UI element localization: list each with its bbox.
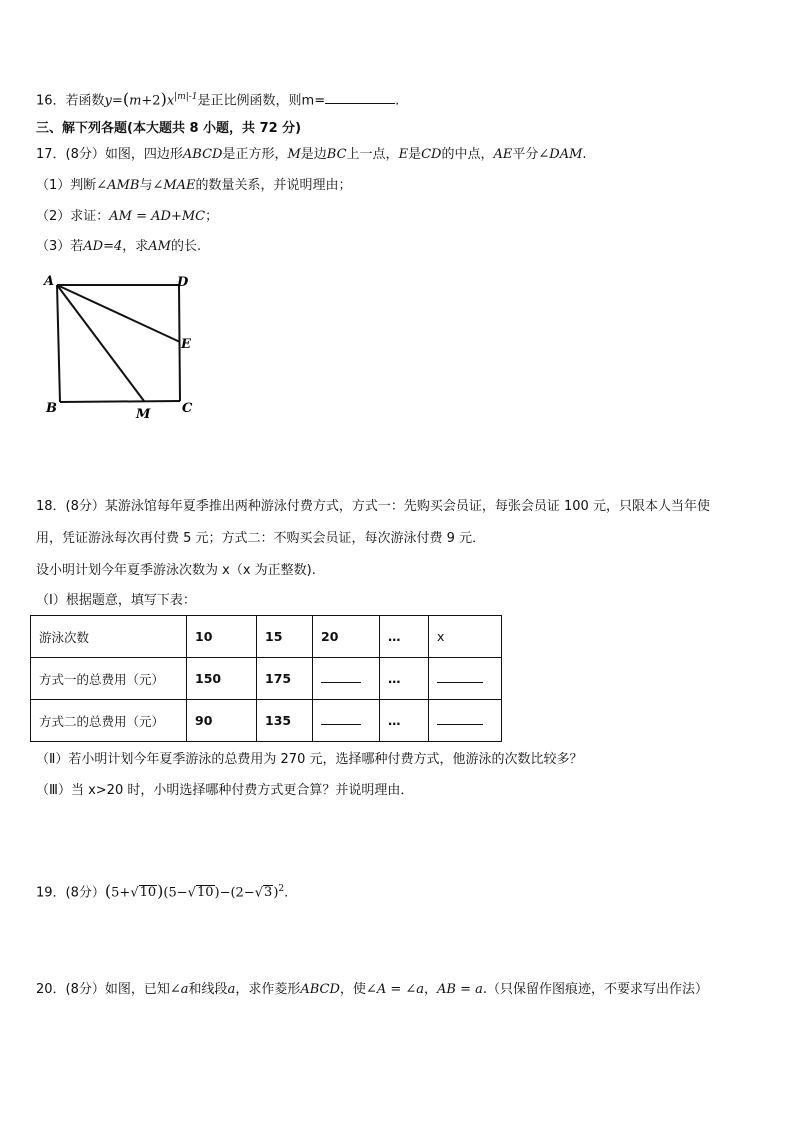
q16-end: . bbox=[395, 93, 400, 109]
q20-cond2: AB = a bbox=[437, 982, 483, 997]
q17-p3-cond: AD=4 bbox=[83, 239, 123, 254]
table-cell: 方式二的总费用（元） bbox=[31, 700, 187, 742]
q16-lparen: ( bbox=[122, 89, 130, 109]
q20-angle-a: ∠a bbox=[169, 982, 189, 997]
q17-m: M bbox=[287, 147, 301, 162]
sqrt-icon: √ bbox=[254, 885, 264, 901]
figure-lines bbox=[57, 285, 180, 402]
q20-mid4: ， bbox=[424, 982, 438, 997]
question-18-part-2: （Ⅱ）若小明计划今年夏季游泳的总费用为 270 元，选择哪种付费方式，他游泳的次数比较多？ bbox=[36, 752, 583, 767]
answer-cell[interactable] bbox=[429, 700, 502, 742]
q19-radicand-2: 10 bbox=[196, 885, 214, 901]
question-17-intro bbox=[36, 146, 587, 164]
q20-mid2: ，求作菱形 bbox=[235, 982, 301, 997]
q17-cd: CD bbox=[421, 147, 442, 162]
question-18-line-1: 18．(8分）某游泳馆每年夏季推出两种游泳付费方式，方式一：先购买会员证，每张会员证 100 元，只限本人当年使 bbox=[36, 499, 710, 514]
fee-table bbox=[30, 615, 502, 742]
q17-p3-am: AM bbox=[148, 239, 171, 254]
table-cell: 15 bbox=[257, 616, 313, 658]
q17-intro-end: . bbox=[582, 147, 587, 162]
question-17-part-1 bbox=[36, 177, 352, 195]
answer-cell[interactable] bbox=[313, 700, 380, 742]
q20-mid3: ，使 bbox=[339, 982, 366, 997]
table-cell: 135 bbox=[257, 700, 313, 742]
label-c: C bbox=[182, 401, 193, 416]
q19-exponent: 2 bbox=[278, 884, 285, 894]
q19-term3-end: ) bbox=[273, 885, 279, 901]
q17-p1-amb: ∠AMB bbox=[96, 178, 140, 193]
q17-angle-dam: ∠DAM bbox=[538, 147, 583, 162]
q16-m: m bbox=[129, 93, 142, 109]
q17-p1-prefix: （1）判断 bbox=[36, 178, 97, 193]
q17-intro-mid3: 上一点， bbox=[346, 147, 399, 162]
q19-minus: − bbox=[219, 885, 231, 901]
q16-y: y bbox=[104, 93, 112, 109]
question-18-line-2: 用，凭证游泳每次再付费 5 元；方式二：不购买会员证，每次游泳付费 9 元． bbox=[36, 531, 486, 546]
q19-term2-end: ) bbox=[214, 885, 220, 901]
label-b: B bbox=[46, 401, 57, 416]
question-17-part-3 bbox=[36, 238, 201, 256]
q19-lparen: ( bbox=[104, 881, 112, 901]
table-row bbox=[31, 616, 502, 658]
label-m: M bbox=[136, 407, 151, 422]
segment-ae bbox=[57, 285, 180, 342]
answer-blank[interactable] bbox=[437, 672, 483, 683]
q20-mid1: 和线段 bbox=[188, 982, 228, 997]
q17-ae: AE bbox=[493, 147, 513, 162]
q16-prefix: 16．若函数 bbox=[36, 93, 105, 109]
table-row bbox=[31, 700, 502, 742]
q20-suffix: .（只保留作图痕迹，不要求写出作法） bbox=[482, 982, 709, 997]
q17-p1-mae: ∠MAE bbox=[152, 178, 196, 193]
answer-blank[interactable] bbox=[321, 672, 361, 683]
q20-cond1: ∠A = ∠a bbox=[365, 982, 425, 997]
q19-term1: 5+ bbox=[111, 885, 131, 901]
q16-plus: +2 bbox=[141, 93, 161, 109]
q17-intro-mid1: 是正方形， bbox=[222, 147, 288, 162]
q17-intro-mid4: 是 bbox=[408, 147, 422, 162]
q17-e: E bbox=[398, 147, 409, 162]
table-cell: … bbox=[380, 700, 429, 742]
q19-term3: (2− bbox=[230, 885, 255, 901]
label-d: D bbox=[177, 275, 189, 290]
q17-intro-mid5: 的中点， bbox=[441, 147, 494, 162]
table-cell: 10 bbox=[187, 616, 257, 658]
q16-rparen: ) bbox=[160, 89, 167, 109]
square-figure bbox=[40, 270, 210, 425]
q17-p3-suffix: 的长. bbox=[170, 239, 202, 254]
table-cell: 游泳次数 bbox=[31, 616, 187, 658]
question-20 bbox=[36, 981, 708, 999]
question-16 bbox=[36, 88, 399, 110]
question-19 bbox=[36, 880, 288, 902]
question-18-line-3: 设小明计划今年夏季游泳次数为 x（x 为正整数). bbox=[36, 563, 316, 578]
q19-radicand-3: 3 bbox=[264, 885, 273, 901]
sqrt-icon: √ bbox=[130, 885, 139, 901]
edge-ab bbox=[57, 285, 60, 402]
label-a: A bbox=[44, 274, 55, 289]
q20-abcd: ABCD bbox=[300, 982, 340, 997]
q17-intro-mid2: 是边 bbox=[300, 147, 327, 162]
table-cell: 方式一的总费用（元） bbox=[31, 658, 187, 700]
q17-p2-prefix: （2）求证： bbox=[36, 209, 110, 224]
label-e: E bbox=[181, 337, 191, 352]
q17-p3-prefix: （3）若 bbox=[36, 239, 84, 254]
answer-blank[interactable] bbox=[437, 714, 483, 725]
question-18-part-3: （Ⅲ）当 x>20 时，小明选择哪种付费方式更合算？并说明理由． bbox=[36, 783, 414, 798]
answer-blank[interactable] bbox=[321, 714, 361, 725]
q16-answer-blank[interactable] bbox=[325, 91, 395, 104]
q17-p1-suffix: 的数量关系，并说明理由； bbox=[195, 178, 352, 193]
table-row bbox=[31, 658, 502, 700]
section-3-title: 三、解下列各题(本大题共 8 小题，共 72 分) bbox=[36, 121, 302, 136]
q17-p1-mid: 与 bbox=[139, 178, 153, 193]
answer-cell[interactable] bbox=[429, 658, 502, 700]
table-cell: 90 bbox=[187, 700, 257, 742]
q17-p3-mid: ，求 bbox=[122, 239, 149, 254]
q17-abcd: ABCD bbox=[182, 147, 223, 162]
q16-eq: = bbox=[111, 93, 123, 109]
q16-exponent: |m|-1 bbox=[174, 92, 198, 102]
q19-end: . bbox=[284, 885, 289, 901]
table-cell: 20 bbox=[313, 616, 380, 658]
table-cell: 175 bbox=[257, 658, 313, 700]
q19-radicand-1: 10 bbox=[139, 885, 157, 901]
sqrt-icon: √ bbox=[187, 885, 196, 901]
q17-p2-eq: AM = AD+MC bbox=[109, 209, 206, 224]
question-18-part-1: （I）根据题意，填写下表： bbox=[36, 593, 196, 608]
question-17-part-2 bbox=[36, 208, 218, 226]
table-cell: 150 bbox=[187, 658, 257, 700]
edge-bc bbox=[60, 401, 180, 402]
q17-intro-mid6: 平分 bbox=[512, 147, 539, 162]
q16-x: x bbox=[166, 93, 175, 109]
q17-bc: BC bbox=[326, 147, 347, 162]
answer-cell[interactable] bbox=[313, 658, 380, 700]
q17-p2-suffix: ； bbox=[205, 209, 219, 224]
q20-seg-a: a bbox=[227, 982, 236, 997]
edge-dc bbox=[179, 285, 180, 401]
q20-prefix: 20．(8分）如图，已知 bbox=[36, 982, 170, 997]
q19-term2: (5− bbox=[163, 885, 188, 901]
q16-suffix: 是正比例函数，则m= bbox=[197, 93, 326, 109]
segment-am bbox=[57, 285, 144, 401]
q17-intro-prefix: 17．(8分）如图，四边形 bbox=[36, 147, 183, 162]
table-cell: … bbox=[380, 658, 429, 700]
table-cell: x bbox=[429, 616, 502, 658]
q19-prefix: 19．(8分） bbox=[36, 885, 105, 901]
table-cell: … bbox=[380, 616, 429, 658]
q19-rparen: ) bbox=[157, 881, 164, 901]
